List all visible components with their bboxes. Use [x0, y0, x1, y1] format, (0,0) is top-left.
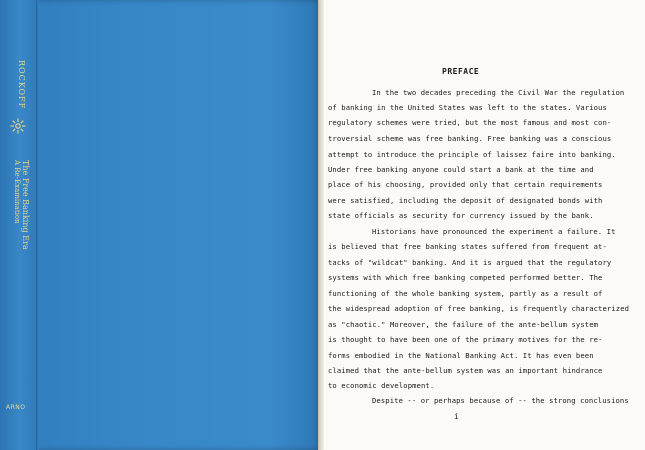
text-line: as "chaotic." Moreover, the failure of the ante-bellum system: [328, 320, 599, 329]
text-line: of banking in the United States was left to the states. Various: [328, 103, 607, 112]
text-line: were satisfied, including the deposit of designated bonds with: [328, 196, 603, 205]
sunburst-emblem-icon: [10, 118, 26, 134]
text-line: troversial scheme was free banking. Free banking was a conscious: [328, 134, 612, 143]
text-line: systems with which free banking competed performed better. The: [328, 273, 603, 282]
text-line: attempt to introduce the principle of laissez faire into banking.: [328, 150, 616, 159]
text-line: the widespread adoption of free banking, is frequently characterized: [328, 304, 630, 313]
text-line: In the two decades preceding the Civil War the regulation: [372, 88, 625, 97]
page-number: i: [454, 412, 459, 421]
text-line: Under free banking anyone could start a bank at the time and: [328, 165, 594, 174]
text-line: forms embodied in the National Banking Act. It has even been: [328, 351, 594, 360]
text-line: to economic development.: [328, 381, 435, 390]
text-line: claimed that the ante-bellum system was an important hindrance: [328, 366, 603, 375]
text-line: place of his choosing, provided only that certain requirements: [328, 180, 603, 189]
text-line: Despite -- or perhaps because of -- the strong conclusions: [372, 396, 629, 405]
spine-author: ROCKOFF: [17, 60, 26, 110]
text-line: Historians have pronounced the experiment a failure. It: [372, 227, 616, 236]
preface-body: [324, 0, 645, 450]
text-line: tacks of "wildcat" banking. And it is argued that the regulatory: [328, 258, 612, 267]
text-line: regulatory schemes were tried, but the most famous and most con-: [328, 118, 612, 127]
text-line: functioning of the whole banking system, partly as a result of: [328, 289, 603, 298]
book-cover: [0, 0, 318, 450]
preface-page: [324, 0, 645, 450]
spine-publisher: ARNO: [6, 404, 26, 411]
text-line: is believed that free banking states suffered from frequent at-: [328, 242, 607, 251]
page-title: PREFACE: [442, 67, 480, 76]
text-line: state officials as security for currency issued by the bank.: [328, 211, 594, 220]
spine-hinge: [36, 0, 39, 450]
text-line: is thought to have been one of the primary motives for the re-: [328, 335, 603, 344]
spine-subtitle: A Re-Examination: [13, 160, 21, 224]
spine-title: The Free Banking Era: [21, 160, 30, 250]
